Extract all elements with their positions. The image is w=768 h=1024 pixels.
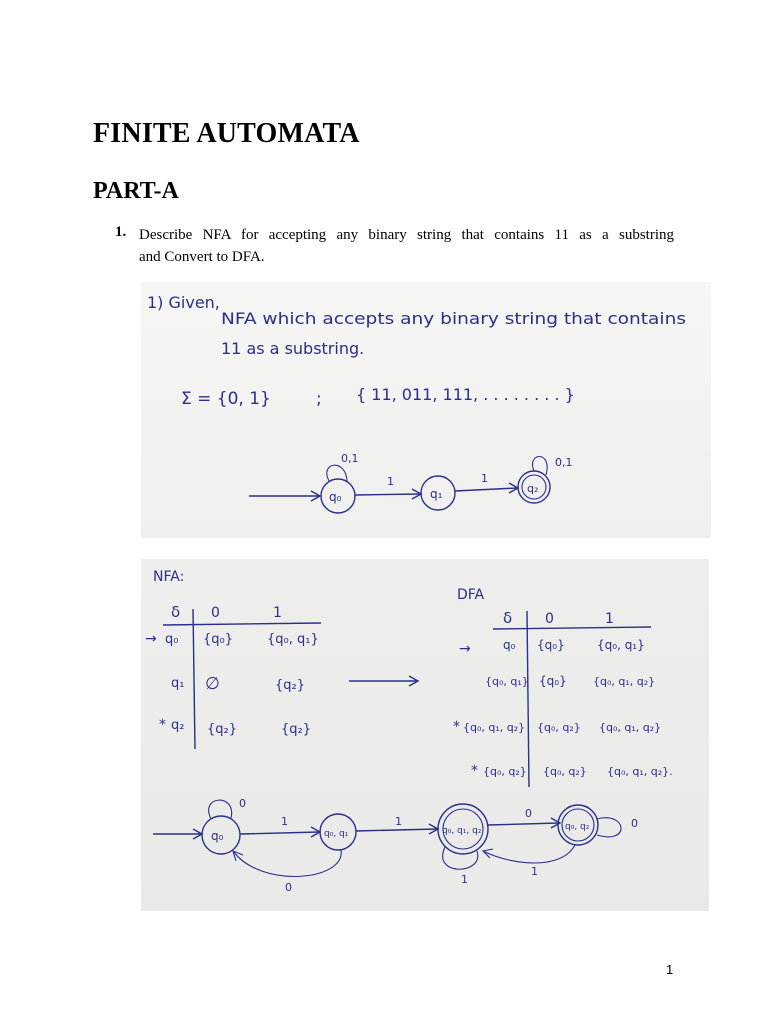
dfa-row3-mark: * bbox=[453, 719, 460, 735]
document-title: FINITE AUTOMATA bbox=[93, 118, 360, 149]
dfa-row4-state: {q₀, q₂} bbox=[483, 765, 527, 778]
dfa-row3-state: {q₀, q₁, q₂} bbox=[463, 721, 526, 734]
dfa-edge-a-b-label: 1 bbox=[281, 815, 288, 828]
edge-q1-q2-label: 1 bbox=[481, 472, 488, 485]
dfa-edge-c-d-label: 0 bbox=[525, 807, 532, 820]
dfa-header-1: 1 bbox=[605, 611, 614, 627]
dfa-edge-b-c-label: 1 bbox=[395, 815, 402, 828]
dfa-row4-on0: {q₀, q₂} bbox=[543, 765, 587, 778]
question-line-1: Describe NFA for accepting any binary string that contains 11 as a substring bbox=[139, 227, 674, 243]
nfa-row1-on0: {q₀} bbox=[203, 632, 234, 647]
sigma-set: Σ = {0, 1} bbox=[181, 389, 271, 409]
nfa-row2-on1: {q₂} bbox=[275, 678, 306, 693]
edge-q1-q2 bbox=[455, 488, 517, 491]
dfa-state-a-label: q₀ bbox=[211, 829, 224, 843]
example-strings: { 11, 011, 111, . . . . . . . . } bbox=[356, 385, 575, 404]
loop-q0-label: 0,1 bbox=[341, 452, 359, 465]
state-q2-label: q₂ bbox=[527, 482, 539, 495]
question-text bbox=[139, 224, 674, 268]
nfa-header-1: 1 bbox=[273, 605, 282, 621]
dfa-edge-b-a-label: 0 bbox=[285, 881, 292, 894]
dfa-row1-on0: {q₀} bbox=[537, 638, 565, 652]
dfa-edge-d-c bbox=[483, 845, 575, 863]
nfa-header-delta: δ bbox=[171, 603, 181, 621]
dfa-loop-c bbox=[443, 847, 478, 869]
nfa-row3-on0: {q₂} bbox=[207, 722, 238, 737]
edge-q0-q1 bbox=[355, 494, 420, 495]
nfa-sketch bbox=[141, 282, 711, 538]
dfa-loop-d-label: 0 bbox=[631, 817, 638, 830]
edge-q0-q1-label: 1 bbox=[387, 475, 394, 488]
nfa-table-hline bbox=[163, 623, 321, 625]
nfa-table-vline bbox=[193, 609, 195, 749]
dfa-state-b-label: q₀, q₁ bbox=[324, 829, 349, 839]
dfa-row1-on1: {q₀, q₁} bbox=[597, 638, 645, 652]
dfa-header-delta: δ bbox=[503, 609, 513, 627]
dfa-row2-state: {q₀, q₁} bbox=[485, 675, 529, 688]
nfa-heading: NFA: bbox=[153, 569, 185, 585]
given-line-2: 11 as a substring. bbox=[221, 339, 365, 358]
dfa-edge-a-b bbox=[240, 832, 319, 834]
dfa-row4-on1: {q₀, q₁, q₂}. bbox=[607, 765, 673, 778]
dfa-row3-on1: {q₀, q₁, q₂} bbox=[599, 721, 662, 734]
section-heading: PART-A bbox=[93, 178, 179, 204]
dfa-row2-on0: {q₀} bbox=[539, 674, 567, 688]
dfa-row4-mark: * bbox=[471, 763, 478, 779]
nfa-header-0: 0 bbox=[211, 605, 220, 621]
semicolon: ; bbox=[316, 389, 322, 409]
nfa-row3-state: q₂ bbox=[171, 718, 185, 733]
nfa-row2-on0: ∅ bbox=[205, 674, 220, 694]
question-line-2: and Convert to DFA. bbox=[139, 249, 265, 265]
nfa-row3-mark: * bbox=[159, 717, 166, 733]
question-number: 1. bbox=[115, 224, 127, 240]
dfa-sketch bbox=[141, 559, 709, 911]
state-q0-label: q₀ bbox=[329, 490, 342, 504]
dfa-edge-d-c-label: 1 bbox=[531, 865, 538, 878]
dfa-heading: DFA bbox=[457, 587, 485, 603]
dfa-row1-mark: → bbox=[459, 641, 471, 657]
nfa-row1-mark: → bbox=[145, 631, 157, 647]
handwritten-photo-dfa bbox=[141, 559, 709, 911]
nfa-row3-on1: {q₂} bbox=[281, 722, 312, 737]
nfa-row2-state: q₁ bbox=[171, 676, 185, 691]
dfa-state-d-label: q₀, q₂ bbox=[565, 822, 590, 832]
page-number: 1 bbox=[666, 962, 674, 977]
dfa-table-hline bbox=[493, 627, 651, 629]
dfa-row2-on1: {q₀, q₁, q₂} bbox=[593, 675, 656, 688]
dfa-row1-state: q₀ bbox=[503, 638, 516, 652]
dfa-loop-c-label: 1 bbox=[461, 873, 468, 886]
dfa-table-vline bbox=[527, 611, 529, 787]
dfa-edge-b-a bbox=[233, 850, 341, 876]
dfa-loop-a-label: 0 bbox=[239, 797, 246, 810]
handwritten-photo-nfa bbox=[141, 282, 711, 538]
dfa-header-0: 0 bbox=[545, 611, 554, 627]
dfa-row3-on0: {q₀, q₂} bbox=[537, 721, 581, 734]
dfa-edge-b-c bbox=[356, 829, 437, 831]
given-label: 1) Given, bbox=[147, 293, 220, 312]
dfa-edge-c-d bbox=[488, 823, 559, 825]
given-line-1: NFA which accepts any binary string that contains bbox=[221, 309, 686, 328]
dfa-loop-d bbox=[597, 818, 621, 837]
loop-q2-label: 0,1 bbox=[555, 456, 573, 469]
dfa-state-c-label: q₀, q₁, q₂ bbox=[442, 826, 482, 836]
nfa-row1-on1: {q₀, q₁} bbox=[267, 632, 319, 647]
state-q1-label: q₁ bbox=[430, 487, 443, 501]
nfa-row1-state: q₀ bbox=[165, 632, 179, 647]
